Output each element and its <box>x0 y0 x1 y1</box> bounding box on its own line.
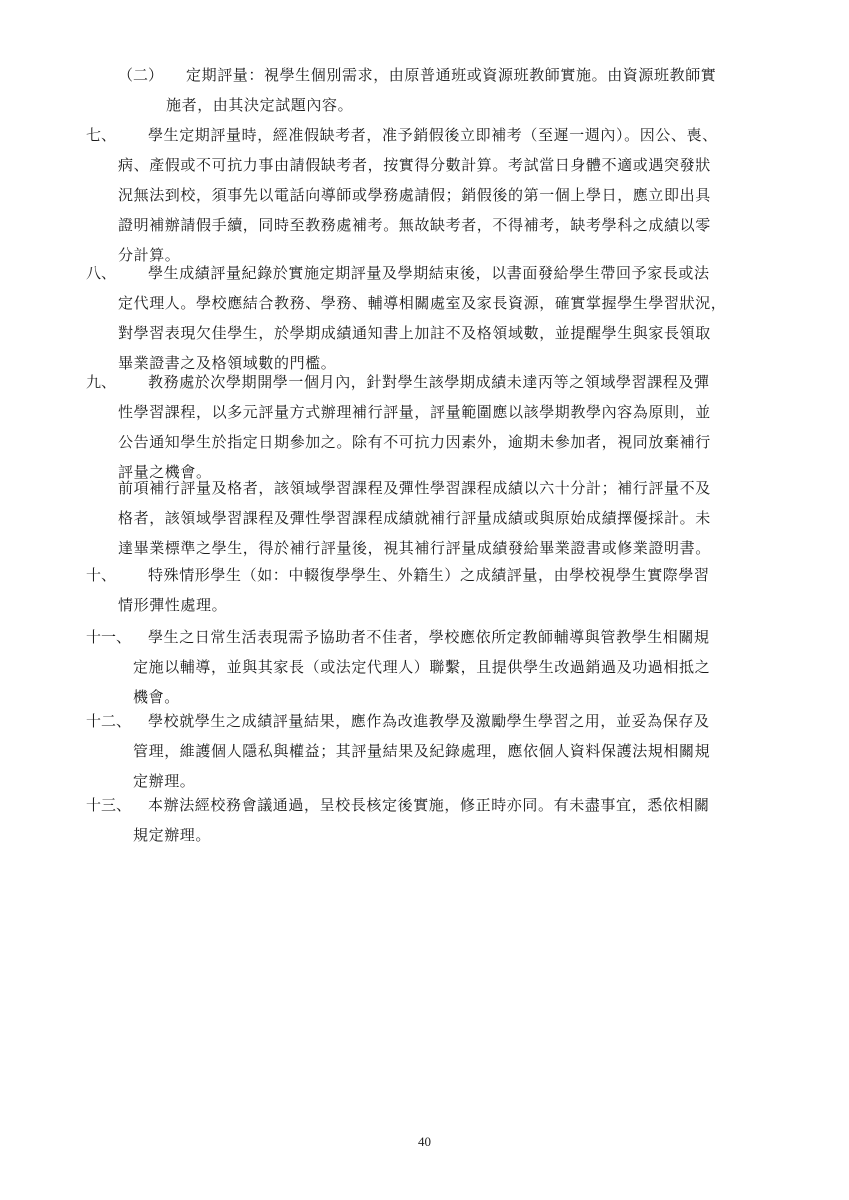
item-line: 畢業證書之及格領域數的門檻。 <box>118 354 337 372</box>
item-marker: 十二、 <box>86 712 132 730</box>
item-line: 學生之日常生活表現需予協助者不佳者，學校應依所定教師輔導與管教學生相關規 <box>148 628 710 646</box>
item-line: 定辦理。 <box>133 772 196 790</box>
item-line: 性學習課程，以多元評量方式辦理補行評量，評量範圍應以該學期教學內容為原則，並 <box>118 403 711 421</box>
item-line: 證明補辦請假手續，同時至教務處補考。無故缺考者，不得補考，缺考學科之成績以零 <box>118 216 711 234</box>
item-line: 況無法到校，須事先以電話向導師或學務處請假；銷假後的第一個上學日，應立即出具 <box>118 186 711 204</box>
item-line: 評量之機會。 <box>118 463 212 481</box>
page-number: 40 <box>418 1134 431 1149</box>
item-marker: （二） <box>118 66 164 84</box>
item-marker: 十三、 <box>86 796 132 814</box>
item-line: 學生成績評量紀錄於實施定期評量及學期結束後，以書面發給學生帶回予家長或法 <box>148 264 710 282</box>
item-line: 定代理人。學校應結合教務、學務、輔導相關處室及家長資源，確實掌握學生學習狀況， <box>118 294 727 312</box>
item-line: 對學習表現欠佳學生，於學期成績通知書上加註不及格領域數，並提醒學生與家長領取 <box>118 324 711 342</box>
item-line: 定期評量：視學生個別需求，由原普通班或資源班教師實施。由資源班教師實 <box>186 66 717 84</box>
item-line: 規定辦理。 <box>133 826 212 844</box>
item-line: 分計算。 <box>118 246 181 264</box>
item-line: 格者，該領域學習課程及彈性學習課程成績就補行評量成績或與原始成績擇優採計。未 <box>118 509 711 527</box>
item-line: 施者，由其決定試題內容。 <box>166 96 354 114</box>
item-line: 特殊情形學生（如：中輟復學學生、外籍生）之成績評量，由學校視學生實際學習 <box>148 566 710 584</box>
item-line: 達畢業標準之學生，得於補行評量後，視其補行評量成績發給畢業證書或修業證明書。 <box>118 539 711 557</box>
item-marker: 八、 <box>86 264 117 282</box>
item-marker: 十一、 <box>86 628 132 646</box>
item-line: 病、產假或不可抗力事由請假缺考者，按實得分數計算。考試當日身體不適或遇突發狀 <box>118 156 711 174</box>
item-marker: 七、 <box>86 126 117 144</box>
item-line: 學校就學生之成績評量結果，應作為改進教學及激勵學生學習之用，並妥為保存及 <box>148 712 710 730</box>
item-line: 前項補行評量及格者，該領域學習課程及彈性學習課程成績以六十分計；補行評量不及 <box>118 479 711 497</box>
item-line: 學生定期評量時，經准假缺考者，准予銷假後立即補考（至遲一週內）。因公、喪、 <box>148 126 718 144</box>
item-line: 管理，維護個人隱私與權益；其評量結果及紀錄處理，應依個人資料保護法規相關規 <box>133 742 711 760</box>
item-line: 情形彈性處理。 <box>118 596 228 614</box>
item-marker: 十、 <box>86 566 117 584</box>
item-line: 定施以輔導，並與其家長（或法定代理人）聯繫，且提供學生改過銷過及功過相抵之 <box>133 658 711 676</box>
item-line: 本辦法經校務會議通過，呈校長核定後實施，修正時亦同。有未盡事宜，悉依相關 <box>148 796 710 814</box>
item-line: 公告通知學生於指定日期參加之。除有不可抗力因素外，逾期未參加者，視同放棄補行 <box>118 433 711 451</box>
item-line: 機會。 <box>133 688 180 706</box>
item-line: 教務處於次學期開學一個月內，針對學生該學期成績未達丙等之領域學習課程及彈 <box>148 373 710 391</box>
item-marker: 九、 <box>86 373 117 391</box>
